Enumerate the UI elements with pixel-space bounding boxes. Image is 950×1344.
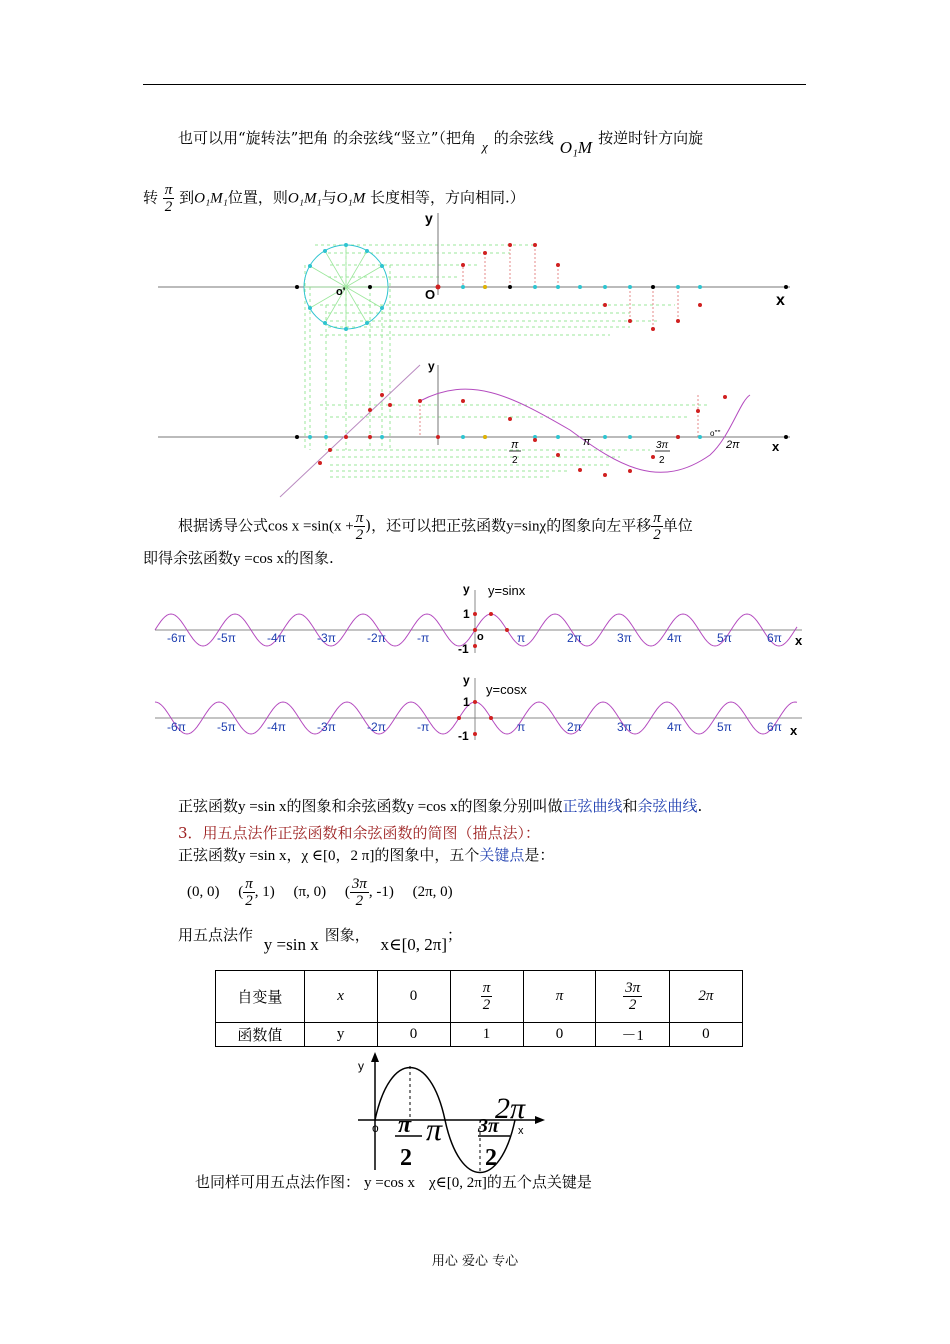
fig1-pi2-den: 2 bbox=[512, 455, 518, 466]
axis-tick-label: -π bbox=[417, 720, 430, 734]
fig1-o-quad: o'''' bbox=[710, 429, 721, 438]
axis-tick-label: 4π bbox=[667, 631, 682, 645]
page-footer: 用心 爱心 专心 bbox=[431, 1254, 519, 1269]
fig2-sin-y: y bbox=[463, 582, 470, 596]
para1-line1: 也可以用“旋转法”把角 的余弦线“竖立”（把角 χ 的余弦线 O₁M 按逆时针方向旋 bbox=[178, 129, 704, 157]
axis-tick-label: -2π bbox=[367, 720, 386, 734]
axis-tick-label: π bbox=[517, 631, 526, 645]
figure-five-point-sketch bbox=[350, 1050, 550, 1175]
fig1-pi: π bbox=[583, 436, 591, 448]
fig2-cos-one: 1 bbox=[463, 695, 470, 709]
axis-tick-label: -5π bbox=[217, 631, 236, 645]
axis-tick-label: 6π bbox=[767, 631, 782, 645]
fig3-x: x bbox=[518, 1125, 524, 1137]
values-table bbox=[215, 970, 743, 1047]
table-cell: 0 bbox=[523, 1023, 596, 1047]
header-rule bbox=[143, 84, 806, 85]
table-cell: x bbox=[304, 971, 377, 1023]
fig2-origin: o bbox=[477, 631, 484, 643]
fig2-cos-y: y bbox=[463, 673, 470, 687]
table-cell: 0 bbox=[669, 1023, 742, 1047]
fig3-pi: π bbox=[426, 1111, 443, 1147]
table-cell: 0 bbox=[377, 1023, 450, 1047]
axis-tick-label: 4π bbox=[667, 720, 682, 734]
axis-tick-label: 3π bbox=[617, 720, 632, 734]
table-cell: 1 bbox=[450, 1023, 523, 1047]
fig3-3pi2-num: 3π bbox=[478, 1115, 499, 1137]
fig2-sin-one: 1 bbox=[463, 607, 470, 621]
fig3-3pi2-den: 2 bbox=[485, 1145, 497, 1171]
fig2-cos-x: x bbox=[790, 723, 798, 738]
axis-tick-label: -4π bbox=[267, 720, 286, 734]
figure-sin-cos-curves bbox=[150, 578, 810, 753]
axis-tick-label: 5π bbox=[717, 720, 732, 734]
table-cell: $\frac{3\pi}{2}$ bbox=[596, 971, 669, 1023]
fig1-3pi2-num: 3π bbox=[656, 440, 669, 451]
fig2-sin-title: y=sinx bbox=[488, 583, 526, 598]
table-cell: π bbox=[523, 971, 596, 1023]
fig1-y-label: y bbox=[425, 210, 433, 226]
para2-line1: 根据诱导公式cos x =sin(x + $\frac{\pi}{2}$ )，还可以把正弦函数y=sinχ的图象向左平移 $\frac{\pi}{2}$ 单位 bbox=[178, 510, 693, 543]
axis-tick-label: 3π bbox=[617, 631, 632, 645]
fig2-sin-x: x bbox=[795, 633, 803, 648]
key-points-row: (0, 0) ( $\frac{\pi}{2}$ , 1) (π, 0) ( $\frac{3\pi}{2}$ , -1) (2π, 0) bbox=[187, 876, 453, 909]
para2-line2: 即得余弦函数y =cos x的图象. bbox=[143, 549, 334, 567]
fig3-pi2-den: 2 bbox=[400, 1145, 412, 1171]
para5: 用五点法作 y =sin x 图象， x∈[0, 2π]； bbox=[178, 926, 463, 954]
fig2-cos-neg-one: -1 bbox=[458, 729, 469, 743]
table-row-label: 函数值 bbox=[216, 1023, 305, 1047]
axis-tick-label: -2π bbox=[367, 631, 386, 645]
fig1-origin: O bbox=[425, 287, 436, 302]
fig3-origin: o bbox=[372, 1121, 379, 1135]
fig3-pi2-num: π bbox=[398, 1112, 412, 1138]
axis-tick-label: -6π bbox=[167, 631, 186, 645]
sine-curve-link: 正弦曲线 bbox=[562, 797, 623, 815]
axis-tick-label: -4π bbox=[267, 631, 286, 645]
axis-tick-label: π bbox=[517, 720, 526, 734]
axis-tick-label: 2π bbox=[567, 631, 582, 645]
axis-tick-label: -3π bbox=[317, 631, 336, 645]
fig1-x-label: x bbox=[776, 292, 785, 309]
para4: 正弦函数y =sin x，χ ∈[0，2 π]的图象中，五个关键点是： bbox=[178, 846, 555, 864]
table-row-label: 自变量 bbox=[216, 971, 305, 1023]
fig1-y2-label: y bbox=[428, 359, 435, 373]
axis-tick-label: -3π bbox=[317, 720, 336, 734]
table-cell: 2π bbox=[669, 971, 742, 1023]
fig2-sin-neg-one: -1 bbox=[458, 642, 469, 656]
fig2-cos-title: y=cosx bbox=[486, 682, 527, 697]
table-cell: －1 bbox=[596, 1023, 669, 1047]
para1-line2: 转 $\frac{\pi}{2}$ 到O₁M₁位置，则O₁M₁与O₁M 长度相等，方向相同.） bbox=[143, 182, 525, 215]
section-heading: 3．用五点法作正弦函数和余弦函数的简图（描点法）： bbox=[178, 824, 541, 842]
table-cell: 0 bbox=[377, 971, 450, 1023]
table-cell: $\frac{\pi}{2}$ bbox=[450, 971, 523, 1023]
axis-tick-label: 2π bbox=[567, 720, 582, 734]
fig1-o-prime: o' bbox=[336, 286, 346, 298]
fig3-2pi: 2π bbox=[495, 1092, 526, 1125]
fig1-2pi: 2π bbox=[726, 439, 740, 451]
fig3-y: y bbox=[358, 1059, 364, 1073]
cosine-curve-link: 余弦曲线 bbox=[637, 797, 698, 815]
para6: 也同样可用五点法作图： y =cos x χ∈[0, 2π]的五个点关键是 bbox=[195, 1173, 592, 1191]
axis-tick-label: 5π bbox=[717, 631, 732, 645]
para3: 正弦函数y =sin x的图象和余弦函数y =cos x的图象分别叫做正弦曲线和余弦曲线. bbox=[178, 797, 703, 815]
table-cell: y bbox=[304, 1023, 377, 1047]
figure-rotation-method bbox=[150, 205, 800, 505]
key-points-link: 关键点 bbox=[479, 846, 525, 864]
fig1-x2-label: x bbox=[772, 439, 780, 454]
axis-tick-label: 6π bbox=[767, 720, 782, 734]
axis-tick-label: -5π bbox=[217, 720, 236, 734]
fig1-pi2-num: π bbox=[511, 439, 519, 451]
fig1-3pi2-den: 2 bbox=[659, 455, 665, 466]
axis-tick-label: -π bbox=[417, 631, 430, 645]
axis-tick-label: -6π bbox=[167, 720, 186, 734]
